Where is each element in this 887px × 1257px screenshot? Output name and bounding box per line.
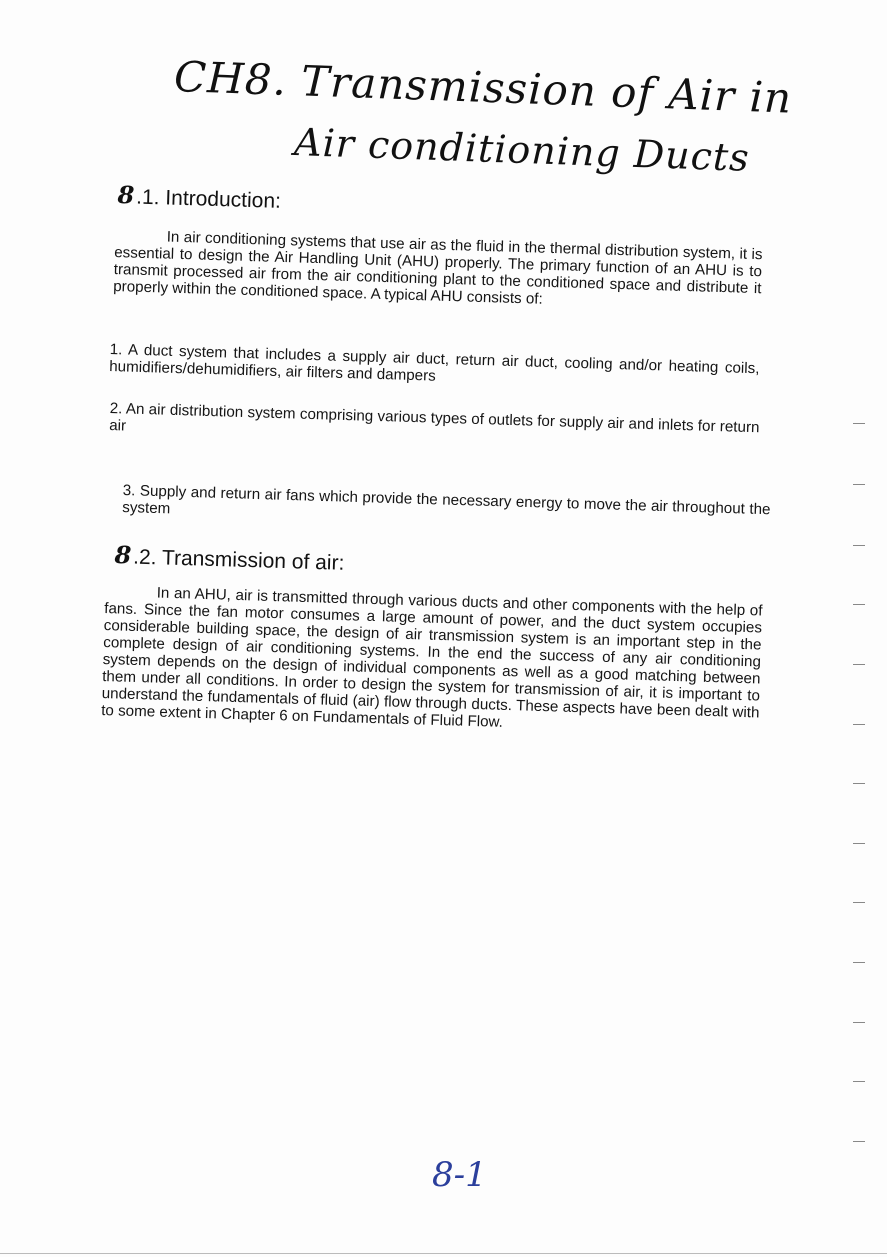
chapter-title-line-1: CH8. Transmission of Air in <box>173 52 793 123</box>
introduction-paragraph <box>113 227 763 314</box>
scan-mark <box>853 1081 865 1082</box>
section-2-heading-text: .2. Transmission of air: <box>132 545 345 575</box>
handwritten-page-number: 8-1 <box>432 1155 487 1195</box>
scan-mark <box>853 484 865 485</box>
section-1-heading-text: .1. Introduction: <box>135 185 282 213</box>
scan-mark <box>853 604 865 605</box>
list-item-fans: 3. Supply and return air fans which provide the necessary energy to move the air throughout the system <box>121 482 771 519</box>
transmission-text: In an AHU, air is transmitted through various ducts and other components with the help of fans. Since the fan motor consumes a large amount of power, and the duct system occupies considerable building space, the design of air transmission system is an important step in the complete design of air conditioning systems. In the end the success of any air conditioning system depends on the design of individual components as well as a good matching between them under all conditions. In order to design the system for transmission of air, it is important to understand the fundamentals of fluid (air) flow through ducts. These aspects have been dealt with to some extent in Chapter 6 on Fundamentals of Fluid Flow. <box>100 584 763 731</box>
section-1-handwritten-number: 8 <box>117 180 135 210</box>
scan-mark <box>853 783 865 784</box>
section-2-handwritten-number: 8 <box>114 540 132 570</box>
chapter-title-line-2: Air conditioning Ducts <box>293 120 751 180</box>
scan-mark <box>853 962 865 963</box>
list-item-air-distribution: 2. An air distribution system comprising various types of outlets for supply air and inlets for return air <box>108 400 760 437</box>
scan-mark <box>853 724 865 725</box>
scan-mark <box>853 843 865 844</box>
section-1-heading <box>117 180 281 214</box>
introduction-text: In air conditioning systems that use air as the fluid in the thermal distribution system, it is essential to design the Air Handling Unit (AHU) properly. The primary function of an AHU is to transmit processed air from the air conditioning plant to the conditioned space and distribute it properly within the conditioned space. A typical AHU consists of: <box>112 228 763 308</box>
scan-mark <box>853 545 865 546</box>
section-2-heading <box>114 540 345 576</box>
scan-mark <box>853 1022 865 1023</box>
list-item-duct-system: 1. A duct system that includes a supply air duct, return air duct, cooling and/or heating coils, humidifiers/dehumidifiers, air filters and dampers <box>108 341 760 385</box>
scan-mark <box>853 664 865 665</box>
transmission-paragraph <box>101 583 763 738</box>
scan-bottom-edge <box>0 1253 887 1254</box>
scan-mark <box>853 423 865 424</box>
scan-mark <box>853 902 865 903</box>
scan-mark <box>853 1141 865 1142</box>
